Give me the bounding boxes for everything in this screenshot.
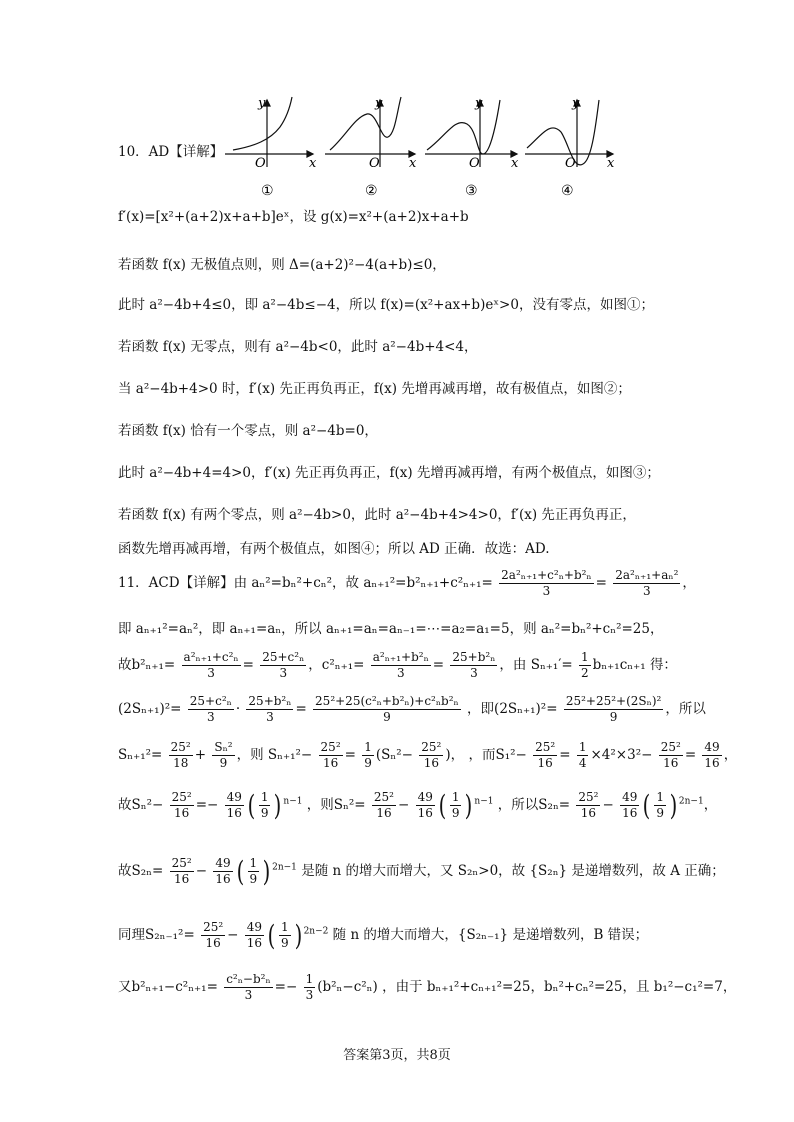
line-12: 故b²ₙ₊₁= $\frac{\text{a²ₙ₊₁+c²ₙ}}{3}$ = $\frac{\text{25+c²ₙ}}{3}$ ，c²ₙ₊₁= $\frac{\text{a²ₙ₊₁+b²ₙ}}{3}$ = $\frac{\text{25+b²ₙ}}{3}$ ，由 Sₙ₊₁′= $\frac{1}{2}$ bₙ₊₁cₙ₊₁ 得：	[118, 650, 677, 680]
graph-4-label: ④	[561, 183, 574, 199]
svg-text:y: y	[375, 96, 383, 111]
line-3: 此时 a²−4b+4≤0，即 a²−4b≤−4，所以 f(x)=(x²+ax+b)eˣ>0，没有零点，如图①；	[118, 297, 654, 313]
svg-text:y: y	[572, 96, 580, 111]
line-8: 若函数 f(x) 有两个零点，则 a²−4b>0，此时 a²−4b+4>4>0，f′(x) 先正再负再正，	[118, 507, 636, 523]
g1-y: y	[258, 96, 266, 111]
line-13: (2Sₙ₊₁)²= $\frac{\text{25+c²ₙ}}{3}$ · $\frac{\text{25+b²ₙ}}{3}$ = $\frac{\text{25²+25(c²ₙ+b²ₙ)+c²ₙb²ₙ}}{9}$ ，即(2Sₙ₊₁)²= $\frac{\text{25²+25²+(2Sₙ)²}}{9}$ ，所以	[118, 694, 706, 724]
line-7: 此时 a²−4b+4=4>0，f′(x) 先正再负再正，f(x) 先增再减再增，有两个极值点，如图③；	[118, 465, 660, 481]
line-2: 若函数 f(x) 无极值点则，则 Δ=(a+2)²−4(a+b)≤0，	[118, 257, 446, 273]
graph-2-label: ②	[365, 183, 378, 199]
svg-text:x: x	[511, 156, 519, 171]
svg-text:O: O	[469, 156, 480, 171]
line-17: 同理S₂ₙ₋₁²= $\frac{\text{25²}}{16}$ − $\frac{49}{16}$ ( $\frac{1}{9}$ ) $^{2n-2}$ 随 n 的增大而增大，{S₂ₙ₋₁} 是递增数列，B 错误；	[118, 918, 649, 952]
svg-text:y: y	[475, 96, 483, 111]
svg-text:O: O	[255, 156, 266, 171]
svg-text:O: O	[565, 156, 576, 171]
line-16: 故S₂ₙ= $\frac{\text{25²}}{16}$ − $\frac{49}{16}$ ( $\frac{1}{9}$ ) $^{2n-1}$ 是随 n 的增大而增大，又 S₂ₙ>0，故 {S₂ₙ} 是递增数列，故 A 正确；	[118, 854, 725, 888]
line-4: 若函数 f(x) 无零点，则有 a²−4b<0，此时 a²−4b+4<4，	[118, 339, 478, 355]
q10-heading: 10．AD【详解】	[118, 144, 224, 160]
line-15: 故Sₙ²− $\frac{\text{25²}}{16}$ =− $\frac{49}{16}$ ( $\frac{1}{9}$ ) $^{n-1}$ ，则Sₙ²= $\frac{\text{25²}}{16}$ − $\frac{49}{16}$ ( $\frac{1}{9}$ ) $^{n-1}$ ，所以S₂ₙ= $\frac{\text{25²}}{16}$ − $\frac{49}{16}$ ( $\frac{1}{9}$ ) $^{2n-1}$，	[118, 788, 718, 822]
line-5: 当 a²−4b+4>0 时，f′(x) 先正再负再正，f(x) 先增再减再增，故有极值点，如图②；	[118, 381, 631, 397]
line-6: 若函数 f(x) 恰有一个零点，则 a²−4b=0，	[118, 423, 378, 439]
line-1: f′(x)=[x²+(a+2)x+a+b]eˣ，设 g(x)=x²+(a+2)x+a+b	[118, 209, 469, 225]
line-10: 11．ACD【详解】由 aₙ²=bₙ²+cₙ²，故 aₙ₊₁²=b²ₙ₊₁+c²ₙ₊₁= $\frac{\text{2a²ₙ₊₁+c²ₙ+b²ₙ}}{3}$ = $\frac{\text{2a²ₙ₊₁+aₙ²}}{3}$ ，	[118, 568, 696, 598]
svg-text:O: O	[369, 156, 380, 171]
svg-text:x: x	[607, 156, 615, 171]
graph-1	[225, 97, 313, 167]
line-11: 即 aₙ₊₁²=aₙ²，即 aₙ₊₁=aₙ，所以 aₙ₊₁=aₙ=aₙ₋₁=⋯=a₂=a₁=5，则 aₙ²=bₙ²+cₙ²=25，	[118, 621, 664, 637]
function-graphs	[225, 92, 735, 202]
graph-1-label: ①	[261, 183, 274, 199]
line-14: Sₙ₊₁²= $\frac{\text{25²}}{18}$ + $\frac{\text{Sₙ²}}{9}$ ，则 Sₙ₊₁²− $\frac{\text{25²}}{16}$ = $\frac{1}{9}$ (Sₙ²− $\frac{\text{25²}}{16}$ )， ，而S₁²− $\frac{\text{25²}}{16}$ = $\frac{1}{4}$ ×4²×3²− $\frac{\text{25²}}{16}$ = $\frac{49}{16}$ ，	[118, 740, 738, 770]
svg-text:x: x	[309, 156, 317, 171]
line-18: 又b²ₙ₊₁−c²ₙ₊₁= $\frac{\text{c²ₙ−b²ₙ}}{3}$ =− $\frac{1}{3}$ (b²ₙ−c²ₙ) ，由于 bₙ₊₁²+cₙ₊₁²=25，bₙ²+cₙ²=25，且 b₁²−c₁²=7，	[118, 972, 737, 1002]
page-footer: 答案第3页，共8页	[343, 1048, 451, 1063]
line-9: 函数先增再减再增，有两个极值点，如图④；所以 AD 正确．故选：AD.	[118, 541, 550, 557]
svg-text:x: x	[409, 156, 417, 171]
graph-3-label: ③	[465, 183, 478, 199]
